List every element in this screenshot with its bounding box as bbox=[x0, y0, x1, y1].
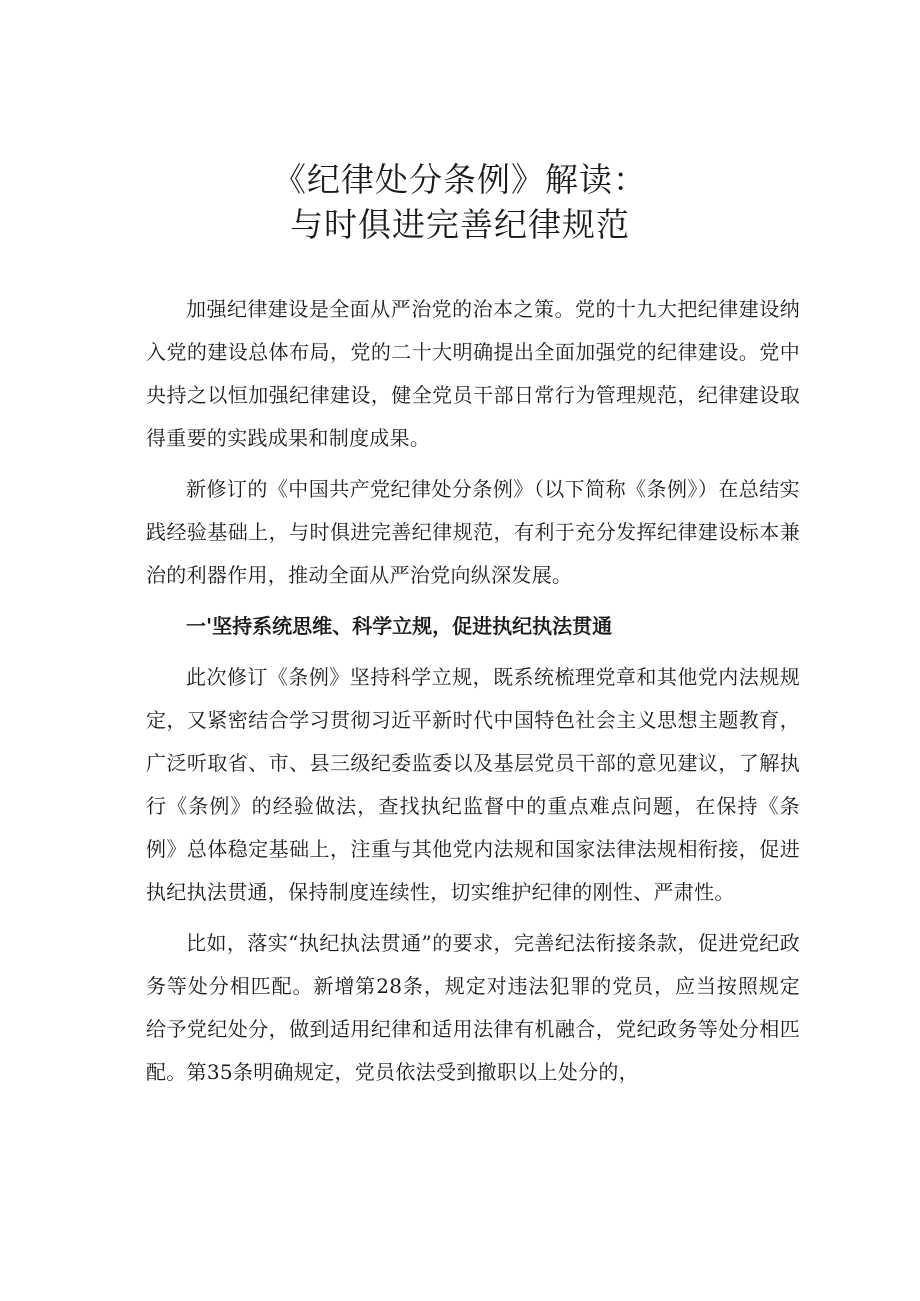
paragraph-revision: 新修订的《中国共产党纪律处分条例》（以下简称《条例》）在总结实践经验基础上，与时俱进完善纪律规范，有利于充分发挥纪律建设标本兼治的利器作用，推动全面从严治党向纵深发展。 bbox=[146, 477, 800, 587]
document-title-line-2: 与时俱进完善纪律规范 bbox=[290, 205, 630, 244]
paragraph-example: 比如，落实“执纪执法贯通”的要求，完善纪法衔接条款，促进党纪政务等处分相匹配。新增第28条，规定对违法犯罪的党员，应当按照规定给予党纪处分，做到适用纪律和适用法律有机融合，党纪政务等处分相匹配。第35条明确规定，党员依法受到撤职以上处分的， bbox=[146, 931, 800, 1084]
document-body bbox=[146, 288, 800, 1102]
paragraph-intro: 加强纪律建设是全面从严治党的治本之策。党的十九大把纪律建设纳入党的建设总体布局，党的二十大明确提出全面加强党的纪律建设。党中央持之以恒加强纪律建设，健全党员干部日常行为管理规范，纪律建设取得重要的实践成果和制度成果。 bbox=[146, 297, 800, 450]
section-heading-1: 一'坚持系统思维、科学立规，促进执纪执法贯通 bbox=[186, 614, 613, 638]
paragraph-section-1: 此次修订《条例》坚持科学立规，既系统梳理党章和其他党内法规规定，又紧密结合学习贯彻习近平新时代中国特色社会主义思想主题教育，广泛听取省、市、县三级纪委监委以及基层党员干部的意见建议，了解执行《条例》的经验做法，查找执纪监督中的重点难点问题，在保持《条例》总体稳定基础上，注重与其他党内法规和国家法律法规相衔接，促进执纪执法贯通，保持制度连续性，切实维护纪律的刚性、严肃性。 bbox=[146, 665, 800, 904]
document-title-line-1: 《纪律处分条例》解读： bbox=[273, 160, 647, 199]
